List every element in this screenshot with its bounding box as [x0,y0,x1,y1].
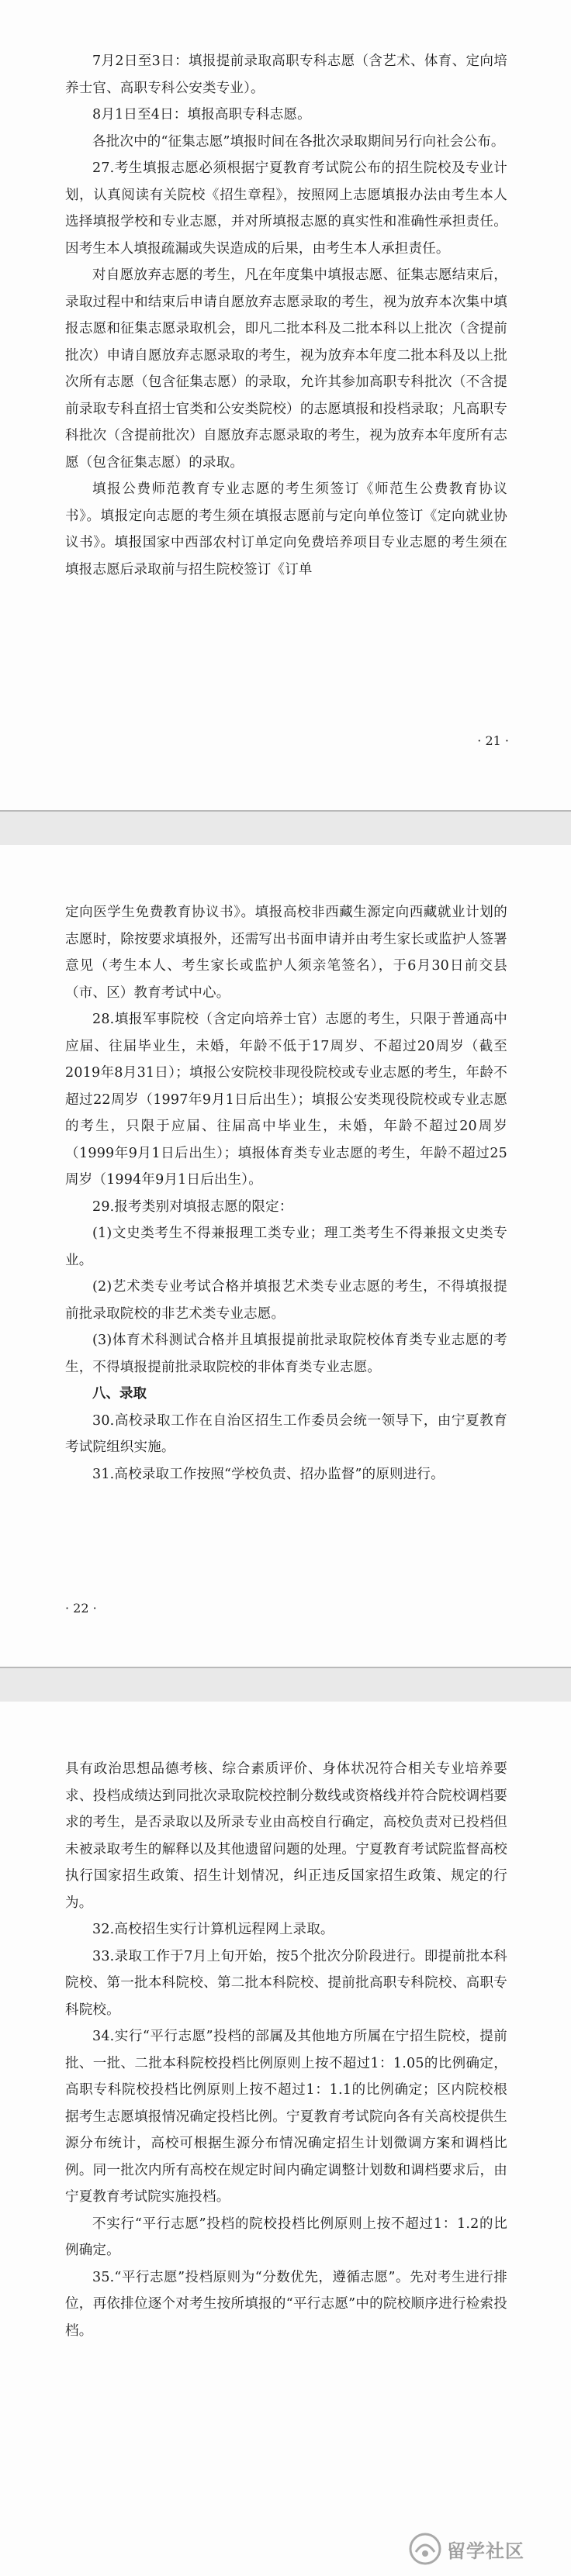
paragraph: (2)艺术类专业考试合格并填报艺术类专业志愿的考生，不得填报提前批录取院校的非艺术类专业志愿。 [65,1279,507,1322]
paragraph: 填报公费师范教育专业志愿的考生须签订《师范生公费教育协议书》。填报定向志愿的考生须在填报志愿前与定向单位签订《定向就业协议书》。填报国家中西部农村订单定向免费培养项目专业志愿的考生须在填报志愿后录取前与招生院校签订《订单 [65,481,507,578]
page-number: · 21 · [477,733,509,748]
site-logo-icon [408,2532,442,2566]
paragraph: 29.报考类别对填报志愿的限定： [92,1198,293,1215]
paragraph: 对自愿放弃志愿的考生，凡在年度集中填报志愿、征集志愿结束后，录取过程中和结束后申请自愿放弃志愿录取的考生，视为放弃本次集中填报志愿和征集志愿录取机会，即凡二批本科及二批本科以上批次（含提前批次）申请自愿放弃志愿录取的考生，视为放弃本年度二批本科及以上批次所有志愿（包含征集志愿）的录取，允许其参加高职专科批次（不含提前录取专科直招士官类和公安类院校）的志愿填报和投档录取；凡高职专科批次（含提前批次）自愿放弃志愿录取的考生，视为放弃本年度所有志愿（包含征集志愿）的录取。 [65,267,507,471]
page-23 [0,1702,571,2576]
paragraph: 35.“平行志愿”投档原则为“分数优先，遵循志愿”。先对考生进行排位，再依排位逐个对考生按所填报的“平行志愿”中的院校顺序进行检索投档。 [65,2269,507,2339]
paragraph: 7月2日至3日：填报提前录取高职专科志愿（含艺术、体育、定向培养士官、高职专科公安类专业）。 [65,53,507,96]
paragraph: 8月1日至4日：填报高职专科志愿。 [92,107,311,122]
paragraph: 定向医学生免费教育协议书》。填报高校非西藏生源定向西藏就业计划的志愿时，除按要求填报外，还需写出书面申请并由考生家长或监护人签署意见（考生本人、考生家长或监护人须亲笔签名），于6月30日前交县（市、区）教育考试中心。 [65,905,507,1001]
paragraph: 各批次中的“征集志愿”填报时间在各批次录取期间另行向社会公布。 [92,133,505,150]
paragraph: 不实行“平行志愿”投档的院校投档比例原则上按不超过1：1.2的比例确定。 [65,2216,507,2258]
paragraph: 30.高校录取工作在自治区招生工作委员会统一领导下，由宁夏教育考试院组织实施。 [65,1412,507,1455]
paragraph: 27.考生填报志愿必须根据宁夏教育考试院公布的招生院校及专业计划，认真阅读有关院校《招生章程》，按照网上志愿填报办法由考生本人选择填报学校和专业志愿，并对所填报志愿的真实性和准确性承担责任。因考生本人填报疏漏或失误造成的后果，由考生本人承担责任。 [65,160,507,257]
page-separator [0,810,571,812]
paragraph: 31.高校录取工作按照“学校负责、招办监督”的原则进行。 [92,1466,445,1482]
paragraph: (1)文史类考生不得兼报理工类专业；理工类考生不得兼报文史类专业。 [65,1226,507,1268]
page-21 [0,0,571,810]
page-number: · 22 · [65,1601,97,1616]
page-22 [0,845,571,1667]
paragraph: 34.实行“平行志愿”投档的部属及其他地方所属在宁招生院校，提前批、一批、二批本科院校投档比例原则上按不超过1：1.05的比例确定，高职专科院校投档比例原则上按不超过1：1.1的比例确定；区内院校根据考生志愿填报情况确定投档比例。宁夏教育考试院向各有关高校提供生源分布统计，高校可根据生源分布情况确定招生计划微调方案和调档比例。同一批次内所有高校在规定时间内确定调整计划数和调档要求后，由宁夏教育考试院实施投档。 [65,2029,507,2205]
paragraph: 28.填报军事院校（含定向培养士官）志愿的考生，只限于普通高中应届、往届毕业生，未婚，年龄不低于17周岁、不超过20周岁（截至2019年8月31日）；填报公安院校非现役院校或专业志愿的考生，年龄不超过22周岁（1997年9月1日后出生）；填报公安类现役院校或专业志愿的考生，只限于应届、往届高中毕业生，未婚，年龄不超过20周岁（1999年9月1日后出生）；填报体育类专业志愿的考生，年龄不超过25周岁（1994年9月1日后出生）。 [65,1012,507,1188]
paragraph: 33.录取工作于7月上旬开始，按5个批次分阶段进行。即提前批本科院校、第一批本科院校、第二批本科院校、提前批高职专科院校、高职专科院校。 [65,1948,507,2018]
watermark [408,2531,560,2567]
watermark-text: 留学社区 [447,2540,524,2562]
paragraph: 具有政治思想品德考核、综合素质评价、身体状况符合相关专业培养要求、投档成绩达到同批次录取院校控制分数线或资格线并符合院校调档要求的考生，是否录取以及所录专业由高校自行确定，高校负责对已投档但未被录取考生的解释以及其他遗留问题的处理。宁夏教育考试院监督高校执行国家招生政策、招生计划情况，纠正违反国家招生政策、规定的行为。 [65,1761,507,1911]
page-separator [0,1667,571,1668]
paragraph: 32.高校招生实行计算机远程网上录取。 [92,1922,334,1937]
section-title: 八、录取 [92,1386,147,1402]
paragraph: (3)体育术科测试合格并且填报提前批录取院校体育类专业志愿的考生，不得填报提前批录取院校的非体育类专业志愿。 [65,1333,507,1375]
